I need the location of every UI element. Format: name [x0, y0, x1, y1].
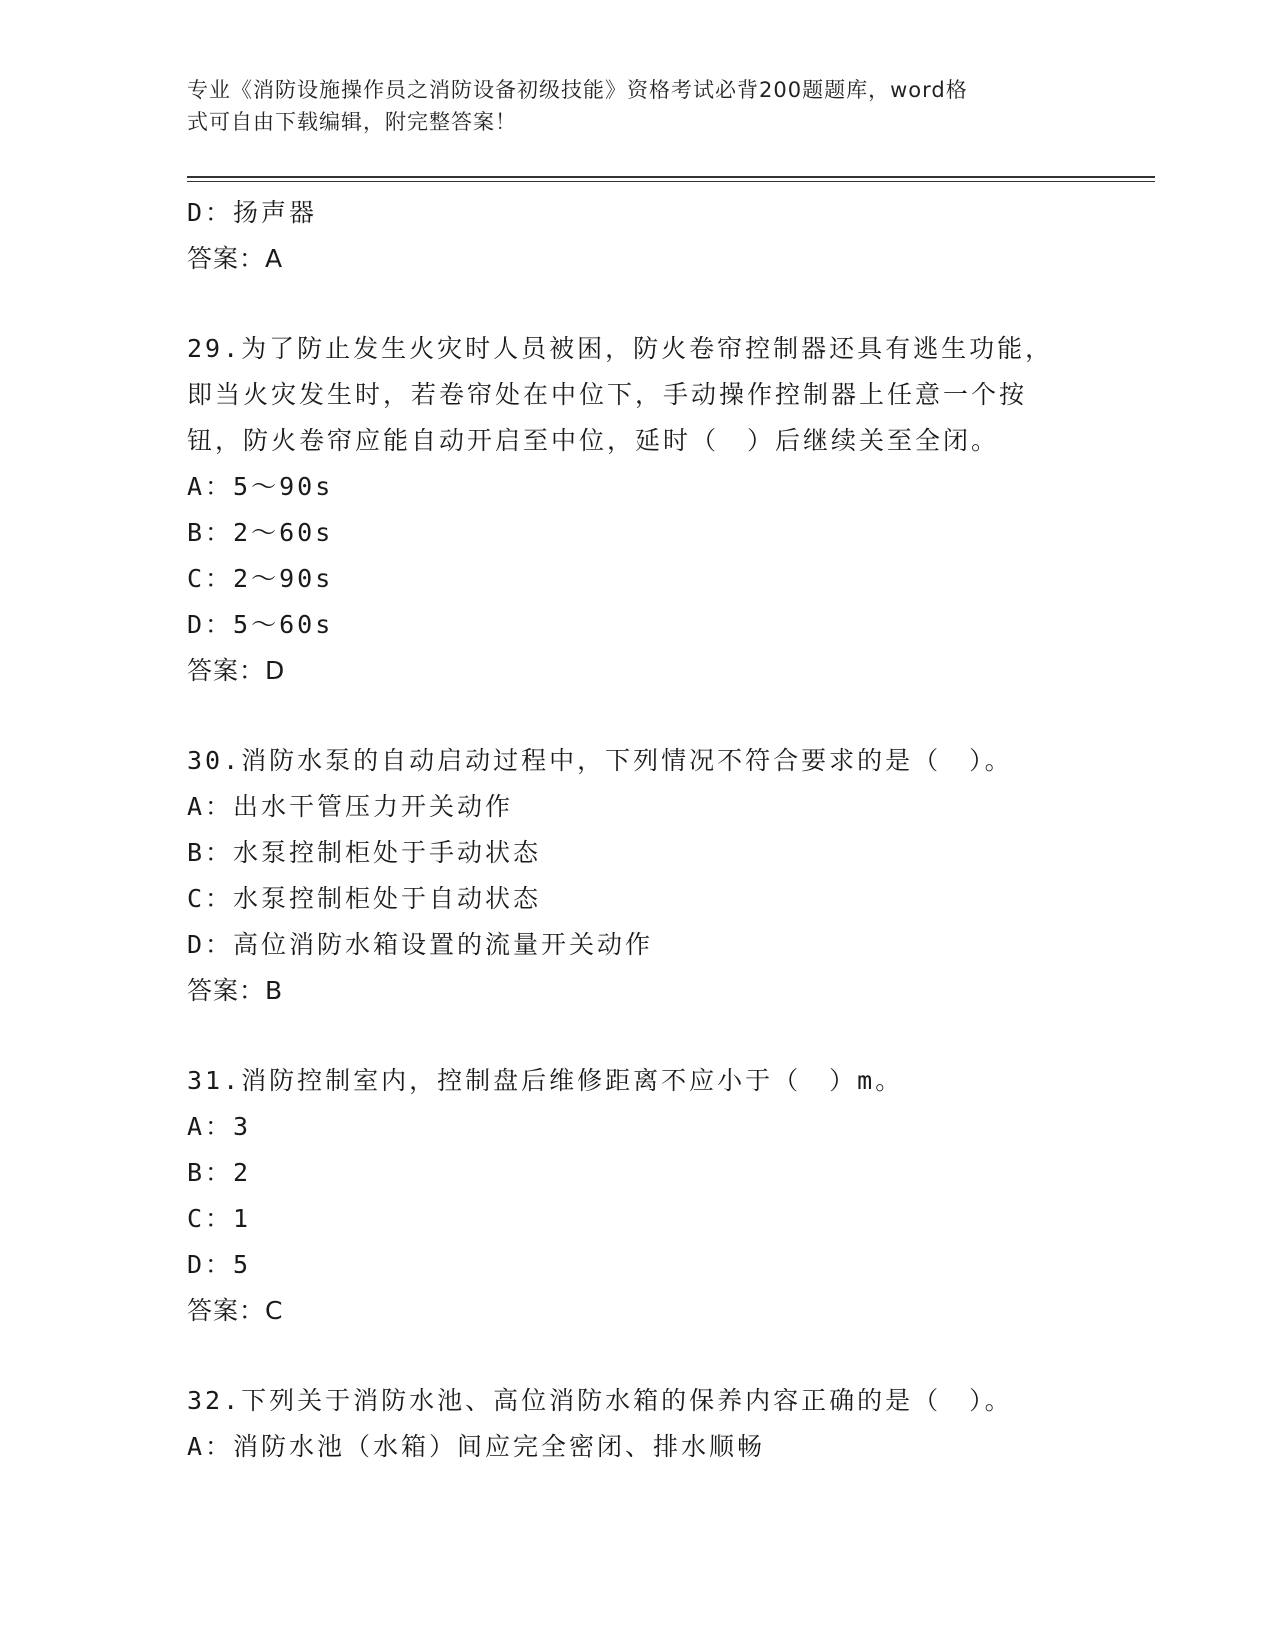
question-31: [187, 1058, 1087, 1334]
option-d: D：5～60s: [187, 610, 334, 639]
question-stem: 即当火灾发生时，若卷帘处在中位下，手动操作控制器上任意一个按: [187, 380, 1028, 409]
question-32: [187, 1378, 1087, 1470]
option-a: A：5～90s: [187, 472, 334, 501]
document-header: [187, 74, 1067, 138]
header-divider-thin: [187, 181, 1155, 182]
question-stem: 30.消防水泵的自动启动过程中，下列情况不符合要求的是（ ）。: [187, 746, 1013, 775]
answer-line: 答案：A: [187, 244, 284, 273]
question-30: [187, 738, 1087, 1014]
answer-line: 答案：B: [187, 976, 284, 1005]
option-b: B：2～60s: [187, 518, 334, 547]
answer-line: 答案：C: [187, 1296, 284, 1325]
option-c: C：1: [187, 1204, 252, 1233]
option-d: D：扬声器: [187, 198, 318, 227]
option-b: B：水泵控制柜处于手动状态: [187, 838, 542, 867]
question-29: [187, 326, 1087, 694]
question-stem: 32.下列关于消防水池、高位消防水箱的保养内容正确的是（ ）。: [187, 1386, 1013, 1415]
option-c: C：2～90s: [187, 564, 334, 593]
header-line-1: 专业《消防设施操作员之消防设备初级技能》资格考试必背200题题库，word格: [187, 78, 968, 102]
question-stem: 钮，防火卷帘应能自动开启至中位，延时（ ）后继续关至全闭。: [187, 426, 1000, 455]
option-a: A：3: [187, 1112, 252, 1141]
option-c: C：水泵控制柜处于自动状态: [187, 884, 542, 913]
option-a: A：消防水池（水箱）间应完全密闭、排水顺畅: [187, 1432, 766, 1461]
question-stem: 31.消防控制室内，控制盘后维修距离不应小于（ ）m。: [187, 1066, 904, 1095]
spacer: [187, 1014, 1087, 1058]
option-d: D：高位消防水箱设置的流量开关动作: [187, 930, 654, 959]
spacer: [187, 282, 1087, 326]
header-divider-thick: [187, 176, 1155, 178]
header-line-2: 式可自由下载编辑，附完整答案！: [187, 110, 517, 134]
question-stem: 29.为了防止发生火灾时人员被困，防火卷帘控制器还具有逃生功能，: [187, 334, 1054, 363]
spacer: [187, 694, 1087, 738]
question-content: [187, 190, 1087, 1470]
option-b: B：2: [187, 1158, 252, 1187]
spacer: [187, 1334, 1087, 1378]
option-a: A：出水干管压力开关动作: [187, 792, 514, 821]
answer-line: 答案：D: [187, 656, 286, 685]
option-d: D：5: [187, 1250, 252, 1279]
